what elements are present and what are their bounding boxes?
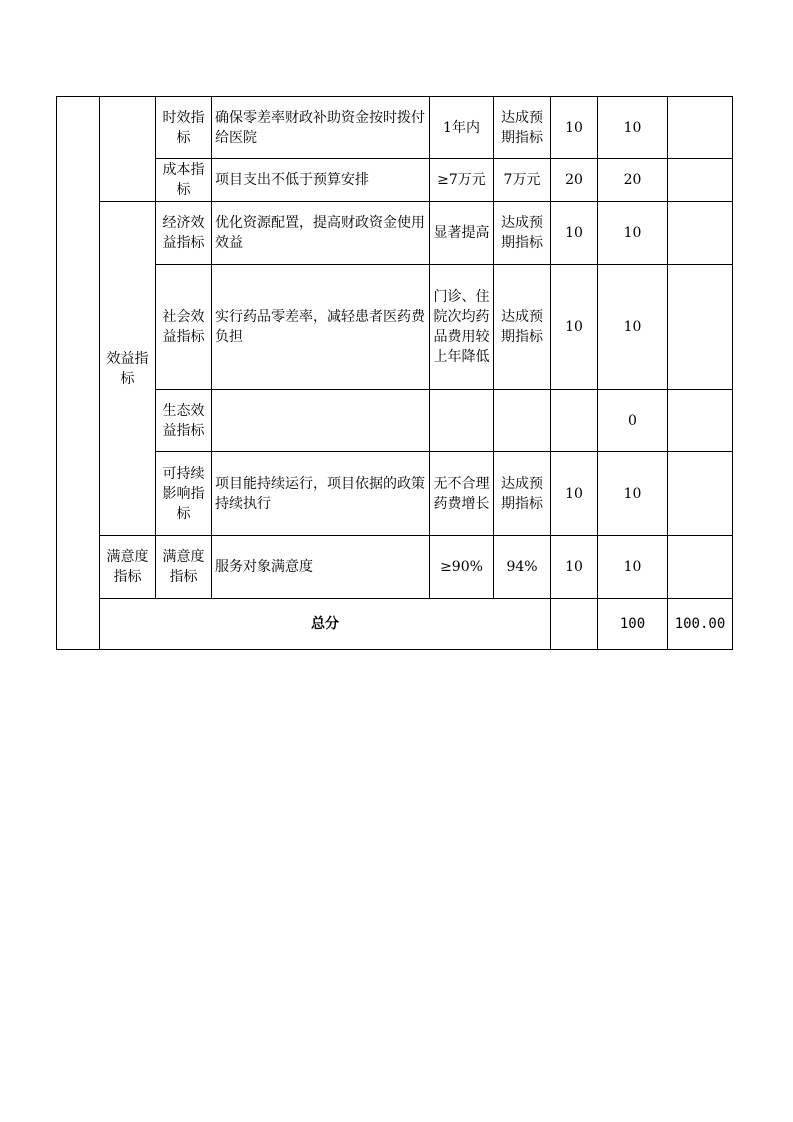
category-cell: 成本指标	[156, 159, 212, 202]
remark-cell	[668, 97, 733, 159]
target-cell: 1年内	[430, 97, 494, 159]
actual-cell: 达成预期指标	[494, 97, 551, 159]
score-cell: 10	[598, 97, 668, 159]
weight-cell: 10	[551, 97, 598, 159]
remark-cell	[668, 159, 733, 202]
score-cell: 10	[598, 202, 668, 265]
score-cell: 10	[598, 536, 668, 599]
content-cell: 项目支出不低于预算安排	[212, 159, 430, 202]
table-row-ecological	[57, 390, 733, 452]
actual-cell: 达成预期指标	[494, 265, 551, 390]
content-cell: 服务对象满意度	[212, 536, 430, 599]
target-cell	[430, 390, 494, 452]
output-group-cell	[100, 97, 156, 202]
table-row-economic	[57, 202, 733, 265]
actual-cell: 94%	[494, 536, 551, 599]
category-cell: 生态效益指标	[156, 390, 212, 452]
table-row-cost	[57, 159, 733, 202]
remark-cell	[668, 536, 733, 599]
content-cell: 优化资源配置，提高财政资金使用效益	[212, 202, 430, 265]
table-row-social	[57, 265, 733, 390]
table-row-total	[57, 599, 733, 650]
actual-cell: 达成预期指标	[494, 202, 551, 265]
total-score: 100.00	[668, 599, 733, 650]
target-cell: 门诊、住院次均药品费用较上年降低	[430, 265, 494, 390]
target-cell: ≥90%	[430, 536, 494, 599]
score-cell: 10	[598, 452, 668, 536]
first-level-cell	[57, 97, 100, 650]
remark-cell	[668, 390, 733, 452]
score-cell: 20	[598, 159, 668, 202]
target-cell: 无不合理药费增长	[430, 452, 494, 536]
actual-cell	[494, 390, 551, 452]
remark-cell	[668, 452, 733, 536]
table-row-timeliness	[57, 97, 733, 159]
category-cell: 社会效益指标	[156, 265, 212, 390]
content-cell: 项目能持续运行，项目依据的政策持续执行	[212, 452, 430, 536]
content-cell: 实行药品零差率，减轻患者医药费负担	[212, 265, 430, 390]
category-cell: 经济效益指标	[156, 202, 212, 265]
weight-cell: 10	[551, 265, 598, 390]
table-row-satisfaction	[57, 536, 733, 599]
weight-cell	[551, 390, 598, 452]
total-blank-cell	[551, 599, 598, 650]
target-cell: ≥7万元	[430, 159, 494, 202]
total-label: 总分	[100, 599, 551, 650]
weight-cell: 20	[551, 159, 598, 202]
remark-cell	[668, 265, 733, 390]
target-cell: 显著提高	[430, 202, 494, 265]
benefit-group-cell: 效益指标	[100, 202, 156, 536]
content-cell: 确保零差率财政补助资金按时拨付给医院	[212, 97, 430, 159]
weight-cell: 10	[551, 536, 598, 599]
performance-table	[56, 96, 733, 650]
total-weight: 100	[598, 599, 668, 650]
table-row-sustainable	[57, 452, 733, 536]
actual-cell: 达成预期指标	[494, 452, 551, 536]
satisfaction-group-cell: 满意度指标	[100, 536, 156, 599]
category-cell: 满意度指标	[156, 536, 212, 599]
category-cell: 可持续影响指标	[156, 452, 212, 536]
content-cell	[212, 390, 430, 452]
actual-cell: 7万元	[494, 159, 551, 202]
category-cell: 时效指标	[156, 97, 212, 159]
score-cell: 10	[598, 265, 668, 390]
weight-cell: 10	[551, 452, 598, 536]
score-cell: 0	[598, 390, 668, 452]
remark-cell	[668, 202, 733, 265]
weight-cell: 10	[551, 202, 598, 265]
